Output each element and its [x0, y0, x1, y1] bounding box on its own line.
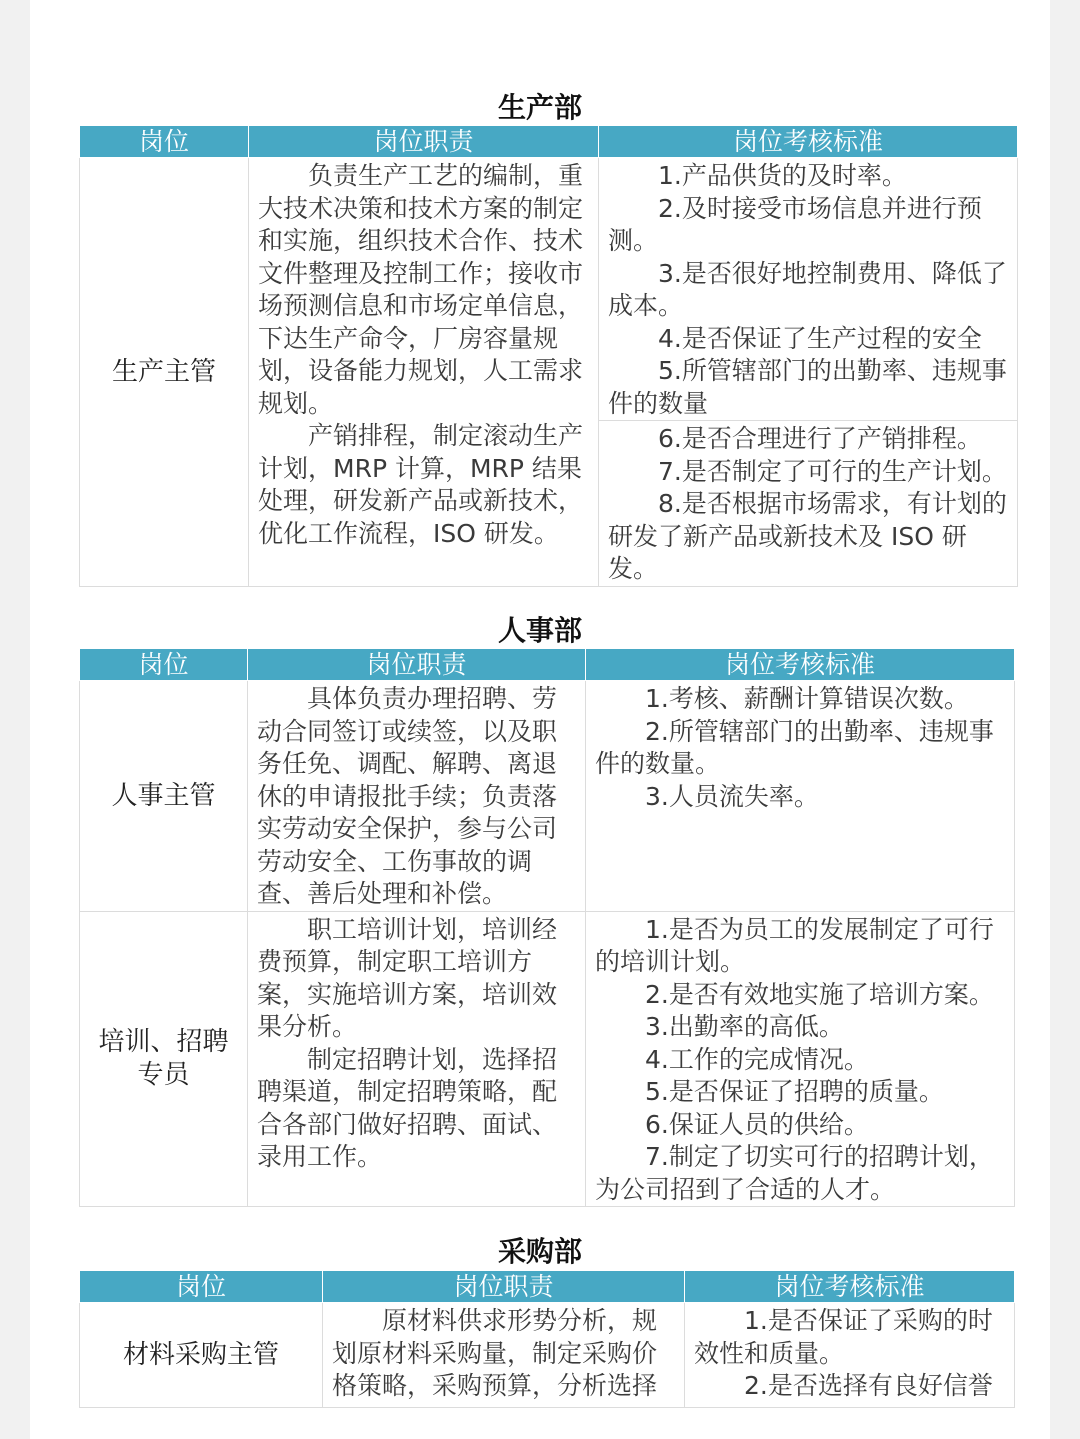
header-criteria: 岗位考核标准: [599, 126, 1018, 158]
section-title-production: 生产部: [497, 91, 582, 124]
document-page: [30, 0, 1050, 1439]
duty-paragraph: 负责生产工艺的编制，重大技术决策和技术方案的制定和实施，组织技术合作、技术文件整理及控制工作；接收市场预测信息和市场定单信息，下达生产命令，厂房容量规划，设备能力规划，人工需求规划。: [258, 161, 584, 418]
header-criteria: 岗位考核标准: [586, 649, 1015, 681]
table-header-row: [80, 1271, 1015, 1303]
hr-table: [79, 648, 1015, 1207]
table-row: [80, 1303, 1015, 1408]
position-cell: 培训、招聘专员: [80, 911, 248, 1207]
header-position: 岗位: [80, 126, 249, 158]
criteria-item: 7.制定了切实可行的招聘计划，为公司招到了合适的人才。: [595, 1142, 994, 1204]
duties-cell: [249, 158, 599, 587]
criteria-item: 7.是否制定了可行的生产计划。: [658, 456, 1007, 486]
criteria-cell: [586, 911, 1015, 1207]
duty-paragraph: 产销排程，制定滚动生产计划，MRP 计算，MRP 结果处理，研发新产品或新技术，优化工作流程，ISO 研发。: [258, 421, 584, 548]
criteria-item: 1.考核、薪酬计算错误次数。: [645, 684, 969, 713]
position-cell: 生产主管: [80, 158, 249, 587]
position-cell: 人事主管: [80, 681, 248, 912]
criteria-cell: [586, 681, 1015, 912]
table-row: [80, 158, 1018, 421]
duty-paragraph: 原材料供求形势分析，规划原材料采购量，制定采购价格策略，采购预算，分析选择: [332, 1306, 658, 1400]
criteria-item: 5.所管辖部门的出勤率、违规事件的数量: [608, 356, 1007, 418]
duty-paragraph: 具体负责办理招聘、劳动合同签订或续签，以及职务任免、调配、解聘、离退休的申请报批手续；负责落实劳动安全保护，参与公司劳动安全、工伤事故的调查、善后处理和补偿。: [257, 684, 558, 908]
criteria-item: 2.是否有效地实施了培训方案。: [645, 979, 994, 1009]
production-table: [79, 125, 1018, 587]
criteria-item: 6.保证人员的供给。: [645, 1109, 869, 1139]
header-duties: 岗位职责: [323, 1271, 685, 1303]
criteria-cell: [599, 158, 1018, 421]
table-header-row: [80, 126, 1018, 158]
duties-cell: [248, 911, 586, 1207]
criteria-item: 8.是否根据市场需求，有计划的研发了新产品或新技术及 ISO 研发。: [608, 489, 1007, 583]
criteria-cell: [599, 421, 1018, 587]
table-row: [80, 911, 1015, 1207]
criteria-item: 2.及时接受市场信息并进行预测。: [608, 193, 982, 255]
duty-paragraph: 职工培训计划，培训经费预算，制定职工培训方案，实施培训方案，培训效果分析。: [257, 914, 558, 1041]
header-position: 岗位: [80, 1271, 323, 1303]
criteria-item: 6.是否合理进行了产销排程。: [658, 424, 982, 453]
criteria-item: 3.出勤率的高低。: [645, 1012, 844, 1041]
criteria-item: 2.所管辖部门的出勤率、违规事件的数量。: [595, 716, 994, 778]
criteria-item: 2.是否选择有良好信誉: [744, 1371, 993, 1400]
criteria-item: 3.人员流失率。: [645, 781, 819, 811]
section-title-hr: 人事部: [497, 614, 582, 647]
header-duties: 岗位职责: [248, 649, 586, 681]
table-row: [80, 681, 1015, 912]
criteria-item: 1.是否保证了采购的时效性和质量。: [694, 1306, 993, 1368]
header-position: 岗位: [80, 649, 248, 681]
header-criteria: 岗位考核标准: [685, 1271, 1015, 1303]
criteria-item: 5.是否保证了招聘的质量。: [645, 1077, 944, 1106]
criteria-item: 1.是否为员工的发展制定了可行的培训计划。: [595, 914, 994, 976]
criteria-item: 1.产品供货的及时率。: [658, 161, 907, 190]
header-duties: 岗位职责: [249, 126, 599, 158]
criteria-item: 3.是否很好地控制费用、降低了成本。: [608, 258, 1007, 320]
criteria-cell: [685, 1303, 1015, 1408]
criteria-item: 4.是否保证了生产过程的安全: [658, 323, 982, 353]
table-header-row: [80, 649, 1015, 681]
duties-cell: [323, 1303, 685, 1408]
position-cell: 材料采购主管: [80, 1303, 323, 1408]
purchasing-table: [79, 1270, 1015, 1408]
section-title-purchasing: 采购部: [497, 1235, 582, 1268]
criteria-item: 4.工作的完成情况。: [645, 1044, 869, 1074]
duties-cell: [248, 681, 586, 912]
duty-paragraph: 制定招聘计划，选择招聘渠道，制定招聘策略，配合各部门做好招聘、面试、录用工作。: [257, 1044, 558, 1171]
